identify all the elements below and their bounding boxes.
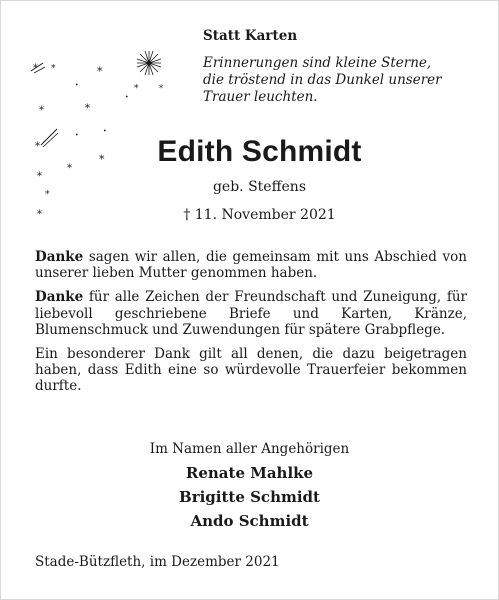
quote-line: Erinnerungen sind kleine Sterne, xyxy=(203,55,432,71)
signoff-intro: Im Namen aller Angehörigen xyxy=(149,441,350,457)
thanks-paragraph: Ein besonderer Dank gilt all denen, die dazu beigetragen haben, dass Edith eine so würdevolle Trauerfeier bekommen durfte. xyxy=(35,346,467,395)
death-date: † 11. November 2021 xyxy=(183,207,336,223)
svg-text:*: * xyxy=(37,209,42,220)
thanks-paragraph xyxy=(35,249,467,281)
thanks-paragraph xyxy=(35,289,467,338)
svg-text:•: • xyxy=(75,82,79,89)
signer-name: Renate Mahlke xyxy=(185,464,314,482)
memorial-quote xyxy=(203,55,483,106)
svg-text:•: • xyxy=(125,94,129,101)
thanks-emphasis: Danke xyxy=(35,289,84,306)
svg-text:*: * xyxy=(45,190,50,200)
svg-text:*: * xyxy=(99,153,105,166)
thanks-text-rest: sagen wir allen, die gemeinsam mit uns Abschied von unserer lieben Mutter genommen haben. xyxy=(35,249,467,282)
thanks-text xyxy=(35,249,467,403)
svg-text:*: * xyxy=(85,103,90,114)
svg-text:*: * xyxy=(37,171,42,182)
thanks-text-rest: für alle Zeichen der Freundschaft und Zuneigung, für liebevoll geschriebene Briefe und Karten, Kränze, Blumenschmuck und Zuwendungen für spätere Grabpflege. xyxy=(35,289,467,338)
signer-list xyxy=(1,461,498,533)
quote-line: Trauer leuchten. xyxy=(203,89,318,105)
quote-line: die tröstend in das Dunkel unserer xyxy=(203,72,442,88)
svg-text:•: • xyxy=(103,128,107,135)
svg-text:*: * xyxy=(39,105,44,116)
svg-text:*: * xyxy=(97,65,103,78)
thanks-emphasis: Danke xyxy=(35,249,84,265)
svg-text:*: * xyxy=(159,84,163,93)
svg-text:•: • xyxy=(75,132,79,139)
svg-text:*: * xyxy=(35,141,40,152)
svg-text:*: * xyxy=(33,63,38,74)
svg-text:*: * xyxy=(134,84,139,94)
svg-text:*: * xyxy=(51,64,56,74)
place-date: Stade-Bützfleth, im Dezember 2021 xyxy=(35,554,280,570)
deceased-name: Edith Schmidt xyxy=(157,135,362,168)
signer-name: Ando Schmidt xyxy=(190,512,309,530)
birth-name: geb. Steffens xyxy=(212,179,307,195)
header-block xyxy=(203,28,483,106)
svg-text:*: * xyxy=(67,163,72,174)
statt-karten-label: Statt Karten xyxy=(203,28,298,44)
signer-name: Brigitte Schmidt xyxy=(179,488,320,506)
